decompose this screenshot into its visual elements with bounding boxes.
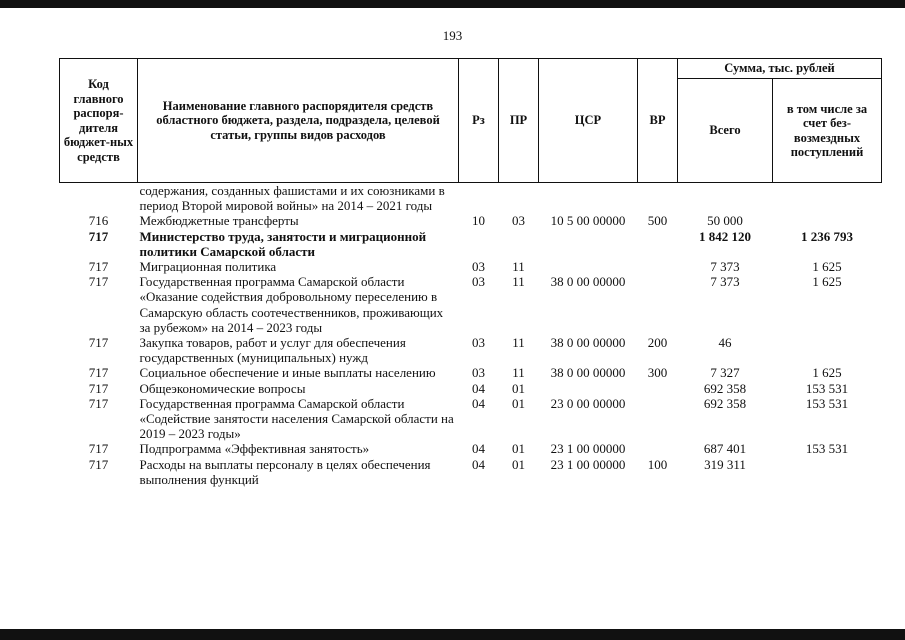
cell-csr: 10 5 00 00000 — [550, 213, 626, 229]
col-header-vr: ВР — [638, 59, 678, 183]
cell-pr: 11 — [512, 259, 525, 275]
col-header-total: Всего — [678, 79, 773, 183]
cell-pr: 03 — [512, 213, 525, 229]
table-row — [60, 259, 882, 274]
cell-vr — [638, 183, 678, 214]
page-number: 193 — [442, 28, 463, 43]
cell-pr: 11 — [512, 335, 525, 351]
cell-name: Социальное обеспечение и иные выплаты населению — [139, 365, 436, 381]
budget-table — [59, 58, 882, 487]
table-body — [60, 183, 882, 488]
cell-total: 687 401 — [703, 441, 747, 457]
cell-total: 319 311 — [704, 456, 746, 472]
cell-pr — [499, 183, 539, 214]
cell-free — [773, 183, 882, 214]
cell-pr — [499, 229, 539, 259]
cell-vr — [638, 274, 678, 335]
cell-total: 692 358 — [703, 380, 747, 396]
cell-name: Государственная программа Самарской области «Содействие занятости населения Самарской области на 2019 – 2023 годы» — [139, 395, 454, 442]
cell-rz: 03 — [472, 335, 485, 351]
cell-rz: 03 — [472, 274, 485, 290]
cell-vr — [638, 441, 678, 456]
col-header-code: Код главного распоря-дителя бюджет-ных средств — [60, 59, 138, 183]
cell-rz: 03 — [472, 365, 485, 381]
cell-rz: 03 — [472, 259, 485, 275]
header-row-1 — [60, 59, 882, 79]
cell-rz: 04 — [472, 380, 485, 396]
cell-pr: 01 — [512, 380, 525, 396]
cell-code: 717 — [88, 395, 109, 411]
cell-name: Расходы на выплаты персоналу в целях обеспечения выполнения функций — [139, 456, 431, 487]
cell-rz — [459, 229, 499, 259]
cell-name: Общеэкономические вопросы — [139, 380, 306, 396]
cell-vr: 300 — [647, 365, 668, 381]
cell-total: 692 358 — [703, 395, 747, 411]
cell-name: Подпрограмма «Эффективная занятость» — [139, 441, 370, 457]
cell-csr — [539, 381, 638, 396]
cell-rz: 10 — [472, 213, 485, 229]
cell-vr: 200 — [647, 335, 668, 351]
cell-total: 50 000 — [707, 213, 743, 229]
cell-pr: 01 — [512, 395, 525, 411]
col-header-free: в том числе за счет без-возмездных поступлений — [773, 79, 882, 183]
table-row — [60, 274, 882, 335]
cell-csr: 23 0 00 00000 — [550, 395, 626, 411]
cell-csr: 38 0 00 00000 — [550, 365, 626, 381]
col-header-name: Наименование главного распорядителя средств областного бюджета, раздела, подраздела, целевой статьи, группы видов расходов — [138, 59, 459, 183]
cell-csr: 23 1 00 00000 — [550, 456, 626, 472]
cell-total: 1 842 120 — [699, 228, 751, 244]
cell-csr: 38 0 00 00000 — [550, 335, 626, 351]
cell-vr — [638, 229, 678, 259]
cell-csr: 23 1 00 00000 — [550, 441, 626, 457]
cell-rz — [459, 183, 499, 214]
cell-free: 1 236 793 — [801, 228, 853, 244]
cell-free — [773, 335, 882, 365]
cell-vr: 100 — [647, 456, 668, 472]
cell-pr: 01 — [512, 441, 525, 457]
cell-code: 717 — [88, 274, 109, 290]
cell-pr: 11 — [512, 365, 525, 381]
cell-vr: 500 — [647, 213, 668, 229]
col-header-sum-group: Сумма, тыс. рублей — [678, 59, 882, 79]
table-row — [60, 441, 882, 456]
table-row — [60, 457, 882, 487]
cell-name: Министерство труда, занятости и миграционной политики Самарской области — [139, 228, 427, 259]
cell-free: 1 625 — [812, 365, 842, 381]
cell-code: 717 — [88, 456, 109, 472]
cell-pr: 11 — [512, 274, 525, 290]
cell-code: 717 — [88, 259, 109, 275]
table-row — [60, 396, 882, 442]
table-row — [60, 365, 882, 380]
cell-free: 1 625 — [812, 259, 842, 275]
bottom-scan-edge — [0, 629, 905, 640]
cell-vr — [638, 381, 678, 396]
cell-name: Миграционная политика — [139, 259, 277, 275]
cell-code: 717 — [88, 228, 109, 244]
cell-vr — [638, 259, 678, 274]
cell-csr: 38 0 00 00000 — [550, 274, 626, 290]
cell-code — [60, 183, 138, 214]
table-row — [60, 229, 882, 259]
cell-rz: 04 — [472, 395, 485, 411]
cell-total: 7 373 — [710, 259, 740, 275]
cell-name: Государственная программа Самарской области «Оказание содействия добровольному переселению в Самарскую область соотечественников, проживающих за рубежом» на 2014 – 2023 годы — [139, 274, 444, 335]
cell-total: 7 327 — [710, 365, 740, 381]
cell-csr — [539, 183, 638, 214]
cell-free: 153 531 — [805, 380, 849, 396]
cell-free: 153 531 — [805, 395, 849, 411]
table-row — [60, 335, 882, 365]
cell-total: 7 373 — [710, 274, 740, 290]
cell-code: 717 — [88, 441, 109, 457]
cell-rz: 04 — [472, 441, 485, 457]
cell-total — [678, 183, 773, 214]
cell-free: 1 625 — [812, 274, 842, 290]
cell-vr — [638, 396, 678, 442]
cell-csr — [539, 259, 638, 274]
cell-code: 717 — [88, 335, 109, 351]
table-row — [60, 213, 882, 228]
cell-free — [773, 213, 882, 228]
table-row — [60, 381, 882, 396]
col-header-csr: ЦСР — [539, 59, 638, 183]
cell-name: Межбюджетные трансферты — [139, 213, 299, 229]
cell-free — [773, 457, 882, 487]
cell-code: 717 — [88, 380, 109, 396]
cell-free: 153 531 — [805, 441, 849, 457]
cell-name: содержания, созданных фашистами и их союзниками в период Второй мировой войны» на 2014 – 2021 годы — [139, 183, 445, 214]
top-scan-edge — [0, 0, 905, 8]
cell-csr — [539, 229, 638, 259]
cell-code: 717 — [88, 365, 109, 381]
cell-name: Закупка товаров, работ и услуг для обеспечения государственных (муниципальных) нужд — [139, 335, 406, 366]
table-row — [60, 183, 882, 214]
col-header-pr: ПР — [499, 59, 539, 183]
cell-code: 716 — [88, 213, 109, 229]
col-header-rz: Рз — [459, 59, 499, 183]
cell-total: 46 — [718, 335, 732, 351]
cell-pr: 01 — [512, 456, 525, 472]
cell-rz: 04 — [472, 456, 485, 472]
